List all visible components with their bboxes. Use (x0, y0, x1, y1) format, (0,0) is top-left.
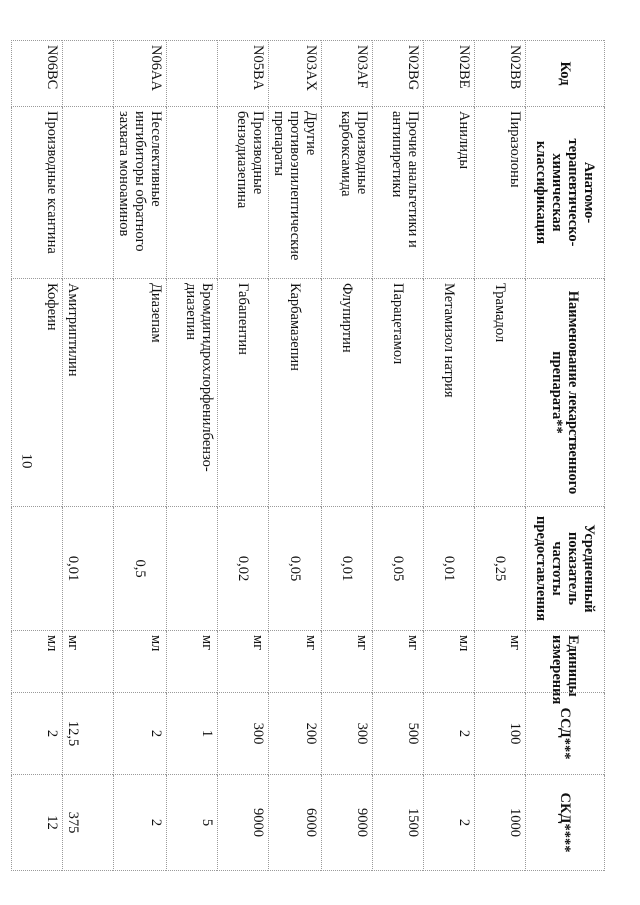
table-row (269, 41, 322, 871)
cell-code: N05BA (218, 41, 269, 107)
cell-drug: Габапентин (218, 279, 269, 507)
table-row (475, 41, 526, 871)
cell-avg: 0,05 (373, 507, 424, 631)
cell-ssd: 2 (12, 693, 63, 775)
cell-drug: Диазепам (114, 279, 167, 507)
cell-skd: 1500 (373, 775, 424, 871)
cell-code: N03AF (322, 41, 373, 107)
cell-skd: 2 (424, 775, 475, 871)
cell-drug: Метамизол натрия (424, 279, 475, 507)
cell-ssd: 100 (475, 693, 526, 775)
cell-atc: Производные ксантина (12, 107, 63, 279)
cell-code: N02BE (424, 41, 475, 107)
cell-ssd: 2 (114, 693, 167, 775)
cell-ssd: 2 (424, 693, 475, 775)
table-row (63, 41, 114, 871)
cell-ssd: 12,5 (63, 693, 114, 775)
cell-skd: 375 (63, 775, 114, 871)
cell-skd: 2 (114, 775, 167, 871)
cell-code: N06AA (114, 41, 167, 107)
cell-unit: мл (424, 631, 475, 693)
table-row (322, 41, 373, 871)
table-header-row (526, 41, 605, 871)
cell-avg (167, 507, 218, 631)
cell-unit: мг (218, 631, 269, 693)
cell-atc (63, 107, 114, 279)
cell-unit: мг (167, 631, 218, 693)
cell-ssd: 1 (167, 693, 218, 775)
cell-ssd: 500 (373, 693, 424, 775)
cell-drug: Кофеин (12, 279, 63, 507)
cell-avg (12, 507, 63, 631)
cell-skd: 1000 (475, 775, 526, 871)
cell-unit: мл (114, 631, 167, 693)
cell-ssd: 200 (269, 693, 322, 775)
cell-code: N02BB (475, 41, 526, 107)
cell-unit: мг (322, 631, 373, 693)
header-avg: Усредненный показатель частоты предоставления (526, 507, 605, 631)
cell-atc: Производные бензодиазепина (218, 107, 269, 279)
cell-code: N03AX (269, 41, 322, 107)
cell-skd: 9000 (322, 775, 373, 871)
cell-avg: 0,01 (322, 507, 373, 631)
cell-code (63, 41, 114, 107)
cell-drug: Амитриптилин (63, 279, 114, 507)
header-atc: Анатомо-терапевтическо-химическая классификация (526, 107, 605, 279)
cell-unit: мл (12, 631, 63, 693)
cell-code: N06BC (12, 41, 63, 107)
cell-atc: Неселективные ингибиторы обратного захвата моноаминов (114, 107, 167, 279)
cell-atc (167, 107, 218, 279)
cell-atc: Производные карбоксамида (322, 107, 373, 279)
header-drug: Наименование лекарственного препарата** (526, 279, 605, 507)
cell-atc: Анилиды (424, 107, 475, 279)
cell-drug: Трамадол (475, 279, 526, 507)
cell-avg: 0,5 (114, 507, 167, 631)
cell-unit: мг (373, 631, 424, 693)
cell-code: N02BG (373, 41, 424, 107)
drug-table (11, 40, 605, 871)
cell-avg: 0,01 (424, 507, 475, 631)
cell-atc: Прочие анальгетики и антипиретики (373, 107, 424, 279)
page-number: 10 (18, 453, 35, 469)
cell-code (167, 41, 218, 107)
cell-unit: мг (475, 631, 526, 693)
table-row (424, 41, 475, 871)
cell-drug: Флупиртин (322, 279, 373, 507)
cell-drug: Бромдигидрохлорфенилбензо-диазепин (167, 279, 218, 507)
cell-skd: 6000 (269, 775, 322, 871)
cell-skd: 9000 (218, 775, 269, 871)
cell-unit: мг (269, 631, 322, 693)
cell-avg: 0,05 (269, 507, 322, 631)
cell-drug: Парацетамол (373, 279, 424, 507)
cell-ssd: 300 (218, 693, 269, 775)
cell-avg: 0,02 (218, 507, 269, 631)
cell-atc: Пиразолоны (475, 107, 526, 279)
header-unit: Единицы измерения (526, 631, 605, 693)
cell-drug: Карбамазепин (269, 279, 322, 507)
table-row (12, 41, 63, 871)
cell-atc: Другие противоэпилептические препараты (269, 107, 322, 279)
table-row (373, 41, 424, 871)
header-code: Код (526, 41, 605, 107)
table-row (167, 41, 218, 871)
table-row (114, 41, 167, 871)
header-skd: СКД**** (526, 775, 605, 871)
header-ssd: ССД*** (526, 693, 605, 775)
cell-skd: 5 (167, 775, 218, 871)
cell-skd: 12 (12, 775, 63, 871)
cell-avg: 0,25 (475, 507, 526, 631)
cell-unit: мг (63, 631, 114, 693)
cell-ssd: 300 (322, 693, 373, 775)
cell-avg: 0,01 (63, 507, 114, 631)
table-row (218, 41, 269, 871)
